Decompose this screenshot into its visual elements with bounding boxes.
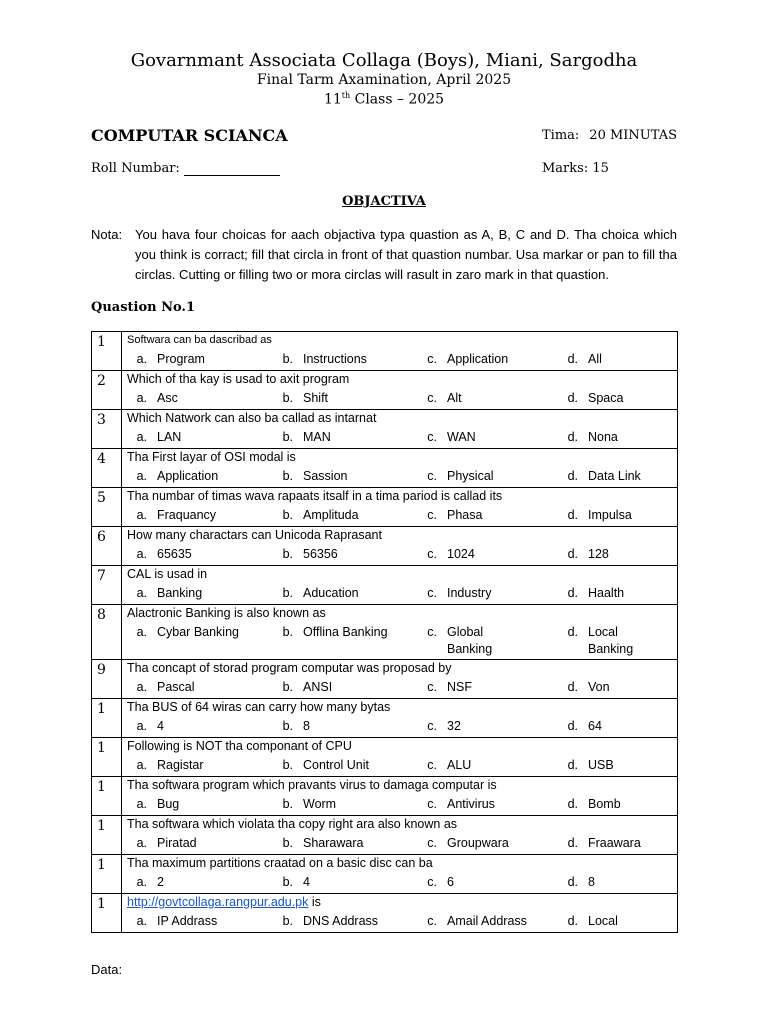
question-body <box>122 660 678 699</box>
option-letter: d. <box>567 391 578 405</box>
option-text: Groupwara <box>447 836 509 850</box>
option-text: Local <box>588 914 618 928</box>
option-text: 128 <box>588 547 609 561</box>
question-number: 1 <box>92 332 122 371</box>
option-letter: a. <box>136 586 147 600</box>
question-heading: Quastion No.1 <box>91 300 196 315</box>
option-letter: a. <box>136 352 147 366</box>
option-text: Impulsa <box>588 508 632 522</box>
option-text: DNS Addrass <box>303 914 379 928</box>
option-letter: b. <box>282 391 293 405</box>
subject-title: COMPUTAR SCIANCA <box>91 126 288 145</box>
question-row <box>92 527 678 566</box>
option-text: ALU <box>447 758 472 772</box>
option-letter: b. <box>282 625 293 639</box>
option-letter: b. <box>282 352 293 366</box>
question-body <box>122 449 678 488</box>
question-number: 6 <box>92 527 122 566</box>
question-number: 4 <box>92 449 122 488</box>
option-text: Fraawara <box>588 836 641 850</box>
option-text: Antivirus <box>447 797 495 811</box>
option-letter: a. <box>136 430 147 444</box>
option-text: Global Banking <box>447 625 493 656</box>
option-text: ANSI <box>303 680 333 694</box>
option-letter: b. <box>282 430 293 444</box>
option-text: Local Banking <box>588 625 634 656</box>
option-letter: a. <box>136 547 147 561</box>
options-row <box>127 545 677 565</box>
option-text: 4 <box>157 719 164 733</box>
section-title: OBJACTIVA <box>342 194 426 209</box>
options-row <box>127 795 677 815</box>
options-row <box>127 428 677 448</box>
options-row <box>127 873 677 893</box>
question-row <box>92 332 678 371</box>
question-text: Which of tha kay is usad to axit program <box>127 372 350 386</box>
option-letter: d. <box>567 625 578 639</box>
question-text: Tha maximum partitions craatad on a basic disc can ba <box>127 856 433 870</box>
note-label: Nota: <box>91 227 123 242</box>
option-letter: c. <box>427 352 437 366</box>
question-text: Tha numbar of timas wava rapaats itsalf in a tima pariod is callad its <box>127 489 503 503</box>
option-letter: b. <box>282 469 293 483</box>
option-letter: b. <box>282 680 293 694</box>
options-row <box>127 717 677 737</box>
question-text <box>127 894 677 912</box>
option-text: 65635 <box>157 547 192 561</box>
question-number: 1 <box>92 894 122 933</box>
option-letter: d. <box>567 352 578 366</box>
option-text: Cybar Banking <box>157 625 239 639</box>
question-text: Which Natwork can also ba callad as intarnat <box>127 411 377 425</box>
option-text: 8 <box>303 719 310 733</box>
option-letter: c. <box>427 469 437 483</box>
option-text: Fraquancy <box>157 508 217 522</box>
option-letter: d. <box>567 469 578 483</box>
option-letter: b. <box>282 586 293 600</box>
option-letter: d. <box>567 680 578 694</box>
option-letter: c. <box>427 875 437 889</box>
option-text: Piratad <box>157 836 197 850</box>
option-text: Ragistar <box>157 758 204 772</box>
option-text: Phasa <box>447 508 483 522</box>
option-text: 2 <box>157 875 164 889</box>
option-letter: c. <box>427 680 437 694</box>
question-body <box>122 855 678 894</box>
class-number: 11 <box>323 91 342 108</box>
question-row <box>92 894 678 933</box>
option-text: Application <box>447 352 509 366</box>
question-number: 5 <box>92 488 122 527</box>
option-text: 64 <box>588 719 602 733</box>
options-row <box>127 623 677 659</box>
question-body <box>122 410 678 449</box>
option-text: LAN <box>157 430 182 444</box>
option-text: Worm <box>303 797 337 811</box>
option-letter: c. <box>427 758 437 772</box>
question-text: Following is NOT tha componant of CPU <box>127 739 352 753</box>
question-text: CAL is usad in <box>127 567 208 581</box>
option-letter: b. <box>282 547 293 561</box>
option-text: 8 <box>588 875 595 889</box>
option-letter: d. <box>567 586 578 600</box>
option-text: Sharawara <box>303 836 364 850</box>
question-body <box>122 605 678 660</box>
option-letter: b. <box>282 758 293 772</box>
question-number: 9 <box>92 660 122 699</box>
question-body <box>122 699 678 738</box>
option-text: Sassion <box>303 469 348 483</box>
option-text: Bomb <box>588 797 621 811</box>
option-letter: a. <box>136 391 147 405</box>
question-number: 7 <box>92 566 122 605</box>
question-number: 3 <box>92 410 122 449</box>
question-text-suffix: is <box>308 895 321 909</box>
option-letter: a. <box>136 680 147 694</box>
options-row <box>127 506 677 526</box>
options-row <box>127 389 677 409</box>
option-text: Von <box>588 680 610 694</box>
options-row <box>127 350 677 370</box>
question-row <box>92 371 678 410</box>
question-body <box>122 527 678 566</box>
option-text: 32 <box>447 719 461 733</box>
question-row <box>92 660 678 699</box>
option-text: Aducation <box>303 586 359 600</box>
question-row <box>92 738 678 777</box>
option-text: Pascal <box>157 680 195 694</box>
question-row <box>92 699 678 738</box>
college-title: Govarnmant Associata Collaga (Boys), Miani, Sargodha <box>130 50 638 71</box>
question-row <box>92 488 678 527</box>
exam-title: Final Tarm Axamination, April 2025 <box>256 72 512 88</box>
class-suffix: th <box>341 91 351 100</box>
option-text: WAN <box>447 430 476 444</box>
question-number: 1 <box>92 777 122 816</box>
option-letter: a. <box>136 508 147 522</box>
option-letter: a. <box>136 758 147 772</box>
question-row <box>92 855 678 894</box>
question-text: How many charactars can Unicoda Raprasant <box>127 528 382 542</box>
option-text: NSF <box>447 680 472 694</box>
question-text: Tha softwara program which pravants virus to damaga computar is <box>127 778 497 792</box>
option-letter: a. <box>136 836 147 850</box>
option-text: Physical <box>447 469 494 483</box>
question-number: 1 <box>92 738 122 777</box>
note-text: You hava four choicas for aach objactiva typa quastion as A, B, C and D. Tha choica which you think is corract; fill that circla in front of that quastion numbar. Usa markar or pan to fill tha circlas. Cutting or filling two or mora circlas will rasult in zaro mark in that quastion. <box>135 227 677 282</box>
option-text: Shift <box>303 391 329 405</box>
option-text: Data Link <box>588 469 641 483</box>
question-body <box>122 816 678 855</box>
option-text: IP Addrass <box>157 914 218 928</box>
option-text: Alt <box>447 391 462 405</box>
option-letter: b. <box>282 797 293 811</box>
option-text: Program <box>157 352 205 366</box>
question-row <box>92 449 678 488</box>
roll-number-field <box>91 161 280 176</box>
option-text: Industry <box>447 586 492 600</box>
question-body <box>122 738 678 777</box>
option-text: Amail Addrass <box>447 914 527 928</box>
time-value: 20 MINUTAS <box>589 128 678 143</box>
option-text: Instructions <box>303 352 367 366</box>
option-letter: b. <box>282 719 293 733</box>
option-letter: a. <box>136 914 147 928</box>
option-letter: b. <box>282 875 293 889</box>
option-letter: c. <box>427 797 437 811</box>
options-row <box>127 584 677 604</box>
roll-number-label: Roll Numbar: <box>91 161 180 176</box>
date-label: Data: <box>91 962 123 977</box>
time-label: Tima: <box>542 128 580 143</box>
option-letter: a. <box>136 625 147 639</box>
marks-info: Marks: 15 <box>542 161 609 176</box>
option-letter: c. <box>427 836 437 850</box>
option-text: Bug <box>157 797 180 811</box>
option-letter: c. <box>427 508 437 522</box>
option-letter: c. <box>427 625 437 639</box>
option-letter: c. <box>427 914 437 928</box>
question-row <box>92 566 678 605</box>
question-number: 8 <box>92 605 122 660</box>
option-text: 1024 <box>447 547 475 561</box>
option-text: Offlina Banking <box>303 625 388 639</box>
option-text: MAN <box>303 430 331 444</box>
option-letter: d. <box>567 430 578 444</box>
question-number: 1 <box>92 699 122 738</box>
option-letter: c. <box>427 586 437 600</box>
option-letter: d. <box>567 719 578 733</box>
question-row <box>92 777 678 816</box>
option-text: 4 <box>303 875 310 889</box>
option-letter: a. <box>136 719 147 733</box>
question-number: 1 <box>92 855 122 894</box>
option-letter: d. <box>567 797 578 811</box>
option-letter: c. <box>427 391 437 405</box>
option-letter: d. <box>567 875 578 889</box>
question-body <box>122 332 678 371</box>
question-row <box>92 816 678 855</box>
question-text: Tha softwara which violata tha copy right ara also known as <box>127 817 458 831</box>
class-year: Class – 2025 <box>350 91 445 108</box>
options-row <box>127 834 677 854</box>
option-letter: a. <box>136 797 147 811</box>
option-text: Application <box>157 469 219 483</box>
question-body <box>122 488 678 527</box>
option-letter: c. <box>427 719 437 733</box>
question-text: Tha First layar of OSI modal is <box>127 450 296 464</box>
options-row <box>127 756 677 776</box>
option-text: 56356 <box>303 547 338 561</box>
question-text: Tha concapt of storad program computar was proposad by <box>127 661 452 675</box>
option-letter: b. <box>282 508 293 522</box>
questions-table <box>91 331 678 933</box>
options-row <box>127 912 677 932</box>
question-text: Alactronic Banking is also known as <box>127 606 326 620</box>
question-text: Softwara can ba dascribad as <box>127 334 272 346</box>
option-text: 6 <box>447 875 454 889</box>
question-body <box>122 566 678 605</box>
class-line <box>0 91 768 108</box>
option-text: Banking <box>157 586 203 600</box>
option-letter: a. <box>136 875 147 889</box>
option-text: Amplituda <box>303 508 359 522</box>
option-letter: a. <box>136 469 147 483</box>
option-text: Spaca <box>588 391 624 405</box>
option-text: All <box>588 352 602 366</box>
option-letter: c. <box>427 547 437 561</box>
options-row <box>127 467 677 487</box>
question-number: 1 <box>92 816 122 855</box>
question-row <box>92 410 678 449</box>
option-letter: d. <box>567 836 578 850</box>
option-text: Control Unit <box>303 758 369 772</box>
option-letter: d. <box>567 758 578 772</box>
question-text: Tha BUS of 64 wiras can carry how many bytas <box>127 700 391 714</box>
option-text: Asc <box>157 391 178 405</box>
option-letter: b. <box>282 914 293 928</box>
question-row <box>92 605 678 660</box>
question-link[interactable]: http://govtcollaga.rangpur.adu.pk <box>127 895 309 909</box>
time-info <box>542 128 677 143</box>
option-letter: c. <box>427 430 437 444</box>
option-text: USB <box>588 758 614 772</box>
question-body <box>122 777 678 816</box>
option-letter: d. <box>567 914 578 928</box>
question-body <box>122 371 678 410</box>
options-row <box>127 678 677 698</box>
roll-number-blank[interactable] <box>184 163 280 176</box>
option-letter: d. <box>567 508 578 522</box>
option-letter: b. <box>282 836 293 850</box>
option-text: Nona <box>588 430 618 444</box>
option-text: Haalth <box>588 586 625 600</box>
option-letter: d. <box>567 547 578 561</box>
question-body <box>122 894 678 933</box>
question-number: 2 <box>92 371 122 410</box>
